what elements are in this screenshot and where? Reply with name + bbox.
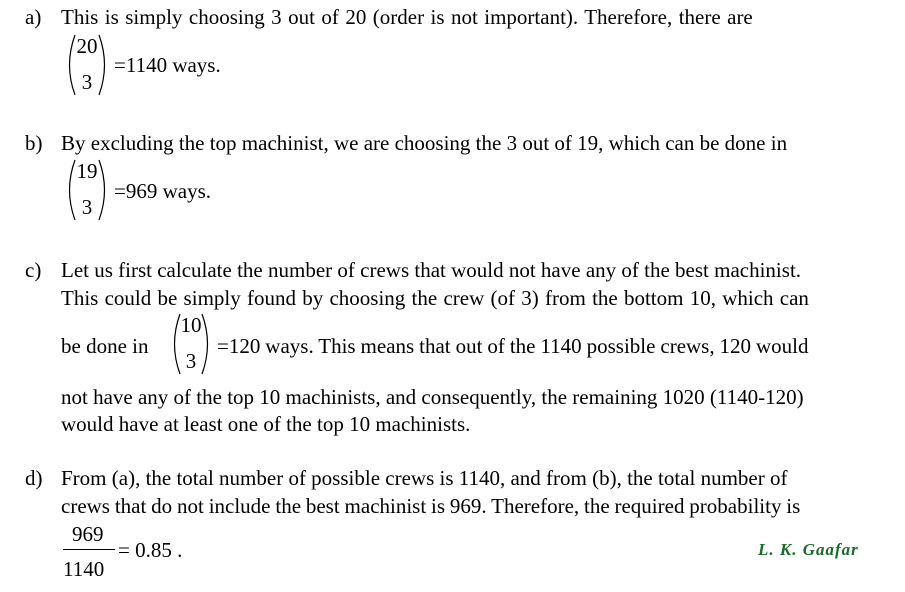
binom-top: 19 <box>76 159 98 183</box>
part-c-line1: Let us first calculate the number of crews that would not have any of the best machinist. <box>61 258 802 282</box>
part-d-result: = 0.85 . <box>118 538 183 562</box>
part-b-result: =969 ways. <box>114 179 212 203</box>
part-c-label: c) <box>25 258 42 282</box>
part-b-binomial <box>63 159 111 221</box>
binom-top: 20 <box>76 34 98 58</box>
binom-top: 10 <box>180 313 202 337</box>
part-c-line2: This could be simply found by choosing the crew (of 3) from the bottom 10, which can <box>61 286 809 310</box>
part-c-line5: would have at least one of the top 10 machinists. <box>61 412 471 436</box>
binom-bottom: 3 <box>185 349 197 373</box>
fraction-numerator: 969 <box>72 522 104 546</box>
part-d-line2: crews that do not include the best machinist is 969. Therefore, the required probability is <box>61 494 801 518</box>
right-paren-icon <box>200 313 214 375</box>
part-c-prefix: be done in <box>61 334 149 358</box>
part-a-result: =1140 ways. <box>114 53 221 77</box>
author-signature: L. K. Gaafar <box>758 540 859 559</box>
part-c-binomial <box>168 313 214 375</box>
binom-bottom: 3 <box>81 70 93 94</box>
part-a-line1: This is simply choosing 3 out of 20 (order is not important). Therefore, there are <box>61 5 753 29</box>
binom-bottom: 3 <box>81 195 93 219</box>
part-c-line4: not have any of the top 10 machinists, and consequently, the remaining 1020 (1140-120) <box>61 385 804 409</box>
right-paren-icon <box>97 34 111 96</box>
part-b-label: b) <box>25 131 43 155</box>
part-a-label: a) <box>25 5 42 29</box>
part-d-label: d) <box>25 466 43 490</box>
fraction-denominator: 1140 <box>63 557 105 581</box>
right-paren-icon <box>97 159 111 221</box>
part-b-line1: By excluding the top machinist, we are choosing the 3 out of 19, which can be done in <box>61 131 788 155</box>
part-c-suffix: =120 ways. This means that out of the 1140 possible crews, 120 would <box>217 334 809 358</box>
part-a-binomial <box>63 34 111 96</box>
part-d-line1: From (a), the total number of possible crews is 1140, and from (b), the total number of <box>61 466 788 490</box>
fraction-bar <box>63 549 115 550</box>
